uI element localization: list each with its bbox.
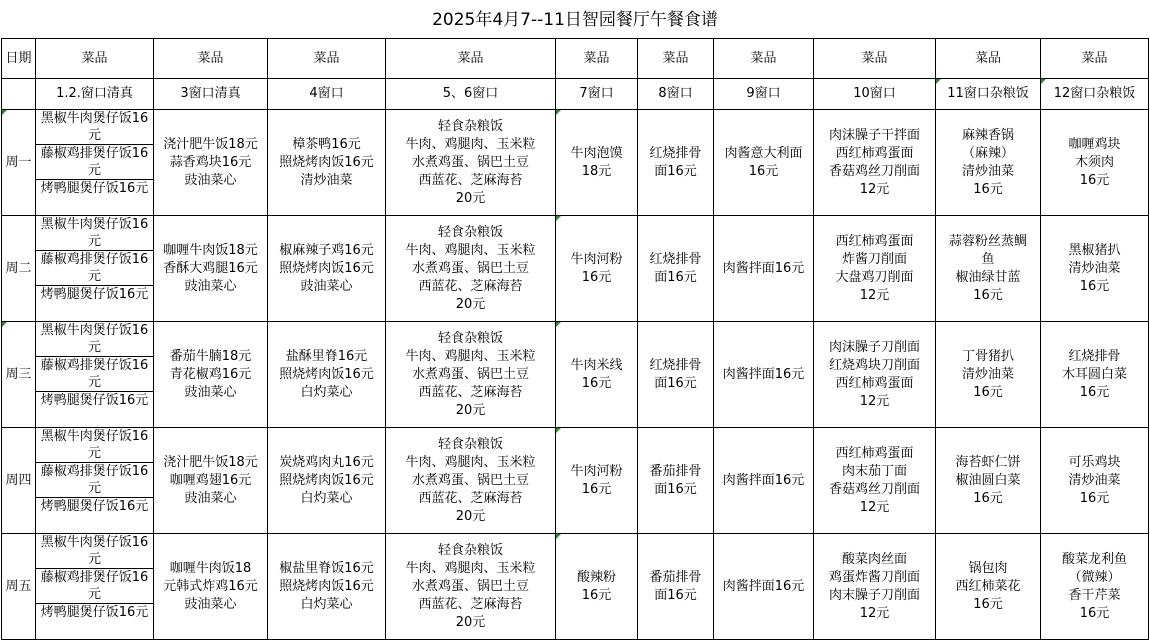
- claypot-item: 烤鸭腿煲仔饭16元: [40, 605, 149, 620]
- claypot-item: 烤鸭腿煲仔饭16元: [40, 181, 149, 196]
- header-dish: 菜品: [36, 39, 154, 79]
- menu-cell-w3: 咖喱牛肉饭18元 香酥大鸡腿16元 豉油菜心: [154, 216, 268, 322]
- header-dish: 菜品: [154, 39, 268, 79]
- header-dish: 菜品: [556, 39, 638, 79]
- day-row-mon: [2, 110, 1149, 216]
- window-label: 3窗口清真: [154, 79, 268, 110]
- claypot-cell: [36, 322, 154, 428]
- day-row-thu: [2, 428, 1149, 534]
- menu-cell-w12: 红烧排骨 木耳圆白菜 16元: [1041, 322, 1149, 428]
- menu-cell-w8: 红烧排骨 面16元: [638, 322, 714, 428]
- menu-cell-w56: 轻食杂粮饭 牛肉、鸡腿肉、玉米粒 水煮鸡蛋、锅巴土豆 西蓝花、芝麻海苔 20元: [386, 534, 556, 640]
- claypot-item: 黑椒牛肉煲仔饭16元: [36, 534, 153, 569]
- menu-cell-w7: 牛肉河粉 16元: [556, 216, 638, 322]
- menu-cell-w12: 咖喱鸡块 木须肉 16元: [1041, 110, 1149, 216]
- menu-cell-w7: 牛肉泡馍 18元: [556, 110, 638, 216]
- claypot-item: 黑椒牛肉煲仔饭16元: [36, 110, 153, 145]
- menu-cell-w11: 麻辣香锅 （麻辣） 清炒油菜 16元: [936, 110, 1041, 216]
- menu-cell-w7: 牛肉河粉 16元: [556, 428, 638, 534]
- menu-cell-w9: 肉酱拌面16元: [714, 322, 814, 428]
- header-dish: 菜品: [268, 39, 386, 79]
- menu-cell-w11: 蒜蓉粉丝蒸鲷 鱼 椒油绿甘蓝 16元: [936, 216, 1041, 322]
- window-label: 10窗口: [814, 79, 936, 110]
- menu-cell-w8: 番茄排骨 面16元: [638, 428, 714, 534]
- claypot-item: 黑椒牛肉煲仔饭16元: [36, 216, 153, 251]
- claypot-item: 烤鸭腿煲仔饭16元: [40, 499, 149, 514]
- window-label: 12窗口杂粮饭: [1041, 79, 1149, 110]
- menu-cell-w11: 海苔虾仁饼 椒油圆白菜 16元: [936, 428, 1041, 534]
- menu-cell-w4: 樟茶鸭16元 照烧烤肉饭16元 清炒油菜: [268, 110, 386, 216]
- day-label: 周一: [2, 110, 36, 216]
- claypot-cell: [36, 428, 154, 534]
- menu-cell-w10: 西红柿鸡蛋面 肉末茄丁面 香菇鸡丝刀削面 12元: [814, 428, 936, 534]
- claypot-cell: [36, 216, 154, 322]
- claypot-cell: [36, 534, 154, 640]
- menu-cell-w9: 肉酱拌面16元: [714, 428, 814, 534]
- window-label: 11窗口杂粮饭: [936, 79, 1041, 110]
- menu-cell-w12: 黑椒猪扒 清炒油菜 16元: [1041, 216, 1149, 322]
- claypot-item: 藤椒鸡排煲仔饭16元: [36, 463, 153, 498]
- menu-cell-w4: 盐酥里脊16元 照烧烤肉饭16元 白灼菜心: [268, 322, 386, 428]
- day-label: 周四: [2, 428, 36, 534]
- claypot-item: 藤椒鸡排煲仔饭16元: [36, 569, 153, 604]
- page-title: 2025年4月7--11日智园餐厅午餐食谱: [432, 10, 718, 30]
- day-row-fri: [2, 534, 1149, 640]
- window-blank: [2, 79, 36, 110]
- window-label: 4窗口: [268, 79, 386, 110]
- menu-cell-w56: 轻食杂粮饭 牛肉、鸡腿肉、玉米粒 水煮鸡蛋、锅巴土豆 西蓝花、芝麻海苔 20元: [386, 322, 556, 428]
- menu-cell-w12: 酸菜龙利鱼 （微辣） 香干芹菜 16元: [1041, 534, 1149, 640]
- header-dish: 菜品: [1041, 39, 1149, 79]
- menu-cell-w10: 肉沫臊子刀削面 红烧鸡块刀削面 西红柿鸡蛋面 12元: [814, 322, 936, 428]
- window-label: 8窗口: [638, 79, 714, 110]
- menu-cell-w4: 炭烧鸡肉丸16元 照烧烤肉饭16元 白灼菜心: [268, 428, 386, 534]
- window-label: 9窗口: [714, 79, 814, 110]
- day-row-wed: [2, 322, 1149, 428]
- day-label: 周三: [2, 322, 36, 428]
- menu-cell-w7: 牛肉米线 16元: [556, 322, 638, 428]
- day-label: 周五: [2, 534, 36, 640]
- claypot-item: 藤椒鸡排煲仔饭16元: [36, 251, 153, 286]
- day-label: 周二: [2, 216, 36, 322]
- claypot-cell: [36, 110, 154, 216]
- day-row-tue: [2, 216, 1149, 322]
- menu-cell-w3: 浇汁肥牛饭18元 蒜香鸡块16元 豉油菜心: [154, 110, 268, 216]
- menu-cell-w10: 酸菜肉丝面 鸡蛋炸酱刀削面 肉末臊子刀削面 12元: [814, 534, 936, 640]
- header-dish: 菜品: [638, 39, 714, 79]
- menu-cell-w11: 丁骨猪扒 清炒油菜 16元: [936, 322, 1041, 428]
- menu-cell-w8: 番茄排骨 面16元: [638, 534, 714, 640]
- menu-cell-w3: 咖喱牛肉饭18 元韩式炸鸡16元 豉油菜心: [154, 534, 268, 640]
- header-dish: 菜品: [814, 39, 936, 79]
- menu-cell-w4: 椒盐里脊饭16元 照烧烤肉饭16元 白灼菜心: [268, 534, 386, 640]
- menu-cell-w56: 轻食杂粮饭 牛肉、鸡腿肉、玉米粒 水煮鸡蛋、锅巴土豆 西蓝花、芝麻海苔 20元: [386, 428, 556, 534]
- header-dish: 菜品: [714, 39, 814, 79]
- header-dish: 菜品: [386, 39, 556, 79]
- menu-cell-w11: 锅包肉 西红柿菜花 16元: [936, 534, 1041, 640]
- claypot-item: 黑椒牛肉煲仔饭16元: [36, 428, 153, 463]
- window-label: 5、6窗口: [386, 79, 556, 110]
- window-label: 7窗口: [556, 79, 638, 110]
- menu-cell-w12: 可乐鸡块 清炒油菜 16元: [1041, 428, 1149, 534]
- header-date: 日期: [2, 39, 36, 79]
- claypot-item: 烤鸭腿煲仔饭16元: [40, 287, 149, 302]
- claypot-item: 黑椒牛肉煲仔饭16元: [36, 322, 153, 357]
- menu-cell-w3: 番茄牛腩18元 青花椒鸡16元 豉油菜心: [154, 322, 268, 428]
- menu-cell-w8: 红烧排骨 面16元: [638, 110, 714, 216]
- menu-cell-w9: 肉酱意大利面 16元: [714, 110, 814, 216]
- claypot-item: 烤鸭腿煲仔饭16元: [40, 393, 149, 408]
- window-label: 1.2.窗口清真: [36, 79, 154, 110]
- claypot-item: 藤椒鸡排煲仔饭16元: [36, 357, 153, 392]
- menu-cell-w56: 轻食杂粮饭 牛肉、鸡腿肉、玉米粒 水煮鸡蛋、锅巴土豆 西蓝花、芝麻海苔 20元: [386, 216, 556, 322]
- menu-table: [1, 38, 1149, 640]
- window-row: [2, 79, 1149, 110]
- menu-cell-w9: 肉酱拌面16元: [714, 534, 814, 640]
- claypot-item: 藤椒鸡排煲仔饭16元: [36, 145, 153, 180]
- header-row: [2, 39, 1149, 79]
- menu-cell-w10: 肉沫臊子干拌面 西红柿鸡蛋面 香菇鸡丝刀削面 12元: [814, 110, 936, 216]
- menu-cell-w10: 西红柿鸡蛋面 炸酱刀削面 大盘鸡刀削面 12元: [814, 216, 936, 322]
- menu-cell-w3: 浇汁肥牛饭18元 咖喱鸡翅16元 豉油菜心: [154, 428, 268, 534]
- menu-cell-w4: 椒麻辣子鸡16元 照烧烤肉饭16元 豉油菜心: [268, 216, 386, 322]
- header-dish: 菜品: [936, 39, 1041, 79]
- menu-cell-w9: 肉酱拌面16元: [714, 216, 814, 322]
- menu-cell-w7: 酸辣粉 16元: [556, 534, 638, 640]
- menu-cell-w56: 轻食杂粮饭 牛肉、鸡腿肉、玉米粒 水煮鸡蛋、锅巴土豆 西蓝花、芝麻海苔 20元: [386, 110, 556, 216]
- menu-cell-w8: 红烧排骨 面16元: [638, 216, 714, 322]
